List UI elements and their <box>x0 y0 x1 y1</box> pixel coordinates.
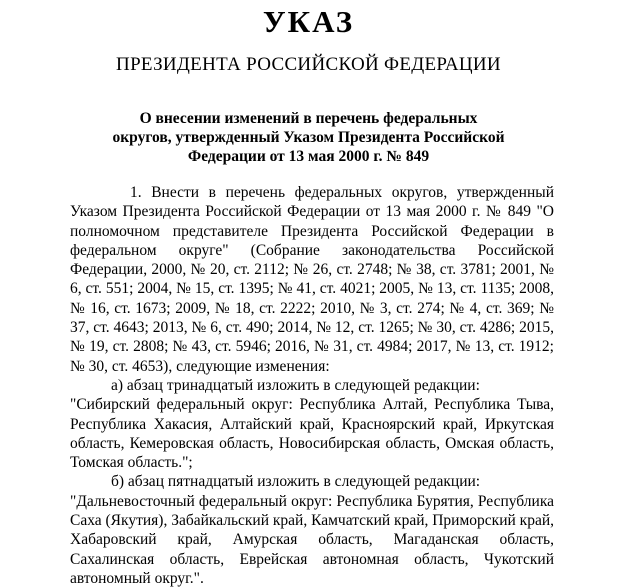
subject-line: округов, утвержденный Указом Президента Российской <box>112 129 505 146</box>
item-a: а) абзац тринадцатый изложить в следующей редакции: <box>111 376 480 394</box>
subject-line: Федерации от 13 мая 2000 г. № 849 <box>187 148 430 165</box>
quote-b: "Дальневосточный федеральный округ: Республика Бурятия, Республика Саха (Якутия), Забайкальский край, Камчатский край, Приморский край, Хабаровский край, Амурская область, Магаданская область, Сахалинская область, Еврейская автономная область, Чукотский автономный округ.". <box>70 492 554 587</box>
document-issuer: ПРЕЗИДЕНТА РОССИЙСКОЙ ФЕДЕРАЦИИ <box>116 54 501 75</box>
document-type-title: УКАЗ <box>262 4 355 39</box>
document-body <box>70 183 554 588</box>
paragraph-1: 1. Внести в перечень федеральных округов, утвержденный Указом Президента Российской Федерации от 13 мая 2000 г. № 849 "О полномочном представителе Президента Российской Федерации в федеральном округе" (Собрание законодательства Российской Федерации, 2000, № 20, ст. 2112; № 26, ст. 2748; № 38, ст. 3781; 2001, № 6, ст. 551; 2004, № 15, ст. 1395; № 41, ст. 4021; 2005, № 13, ст. 1135; 2008, № 16, ст. 1673; 2009, № 18, ст. 2222; 2010, № 3, ст. 274; № 4, ст. 369; № 37, ст. 4643; 2013, № 6, ст. 490; 2014, № 12, ст. 1265; № 30, ст. 4286; 2015, № 19, ст. 2808; № 43, ст. 5946; 2016, № 31, ст. 4984; 2017, № 13, ст. 1912; № 30, ст. 4653), следующие изменения: <box>70 184 554 375</box>
document-subject <box>0 109 617 166</box>
quote-a: "Сибирский федеральный округ: Республика Алтай, Республика Тыва, Республика Хакасия, Алтайский край, Красноярский край, Иркутская область, Кемеровская область, Новосибирская область, Омская область, Томская область."; <box>70 396 554 472</box>
subject-line: О внесении изменений в перечень федеральных <box>139 110 478 127</box>
item-b: б) абзац пятнадцатый изложить в следующей редакции: <box>111 473 481 491</box>
